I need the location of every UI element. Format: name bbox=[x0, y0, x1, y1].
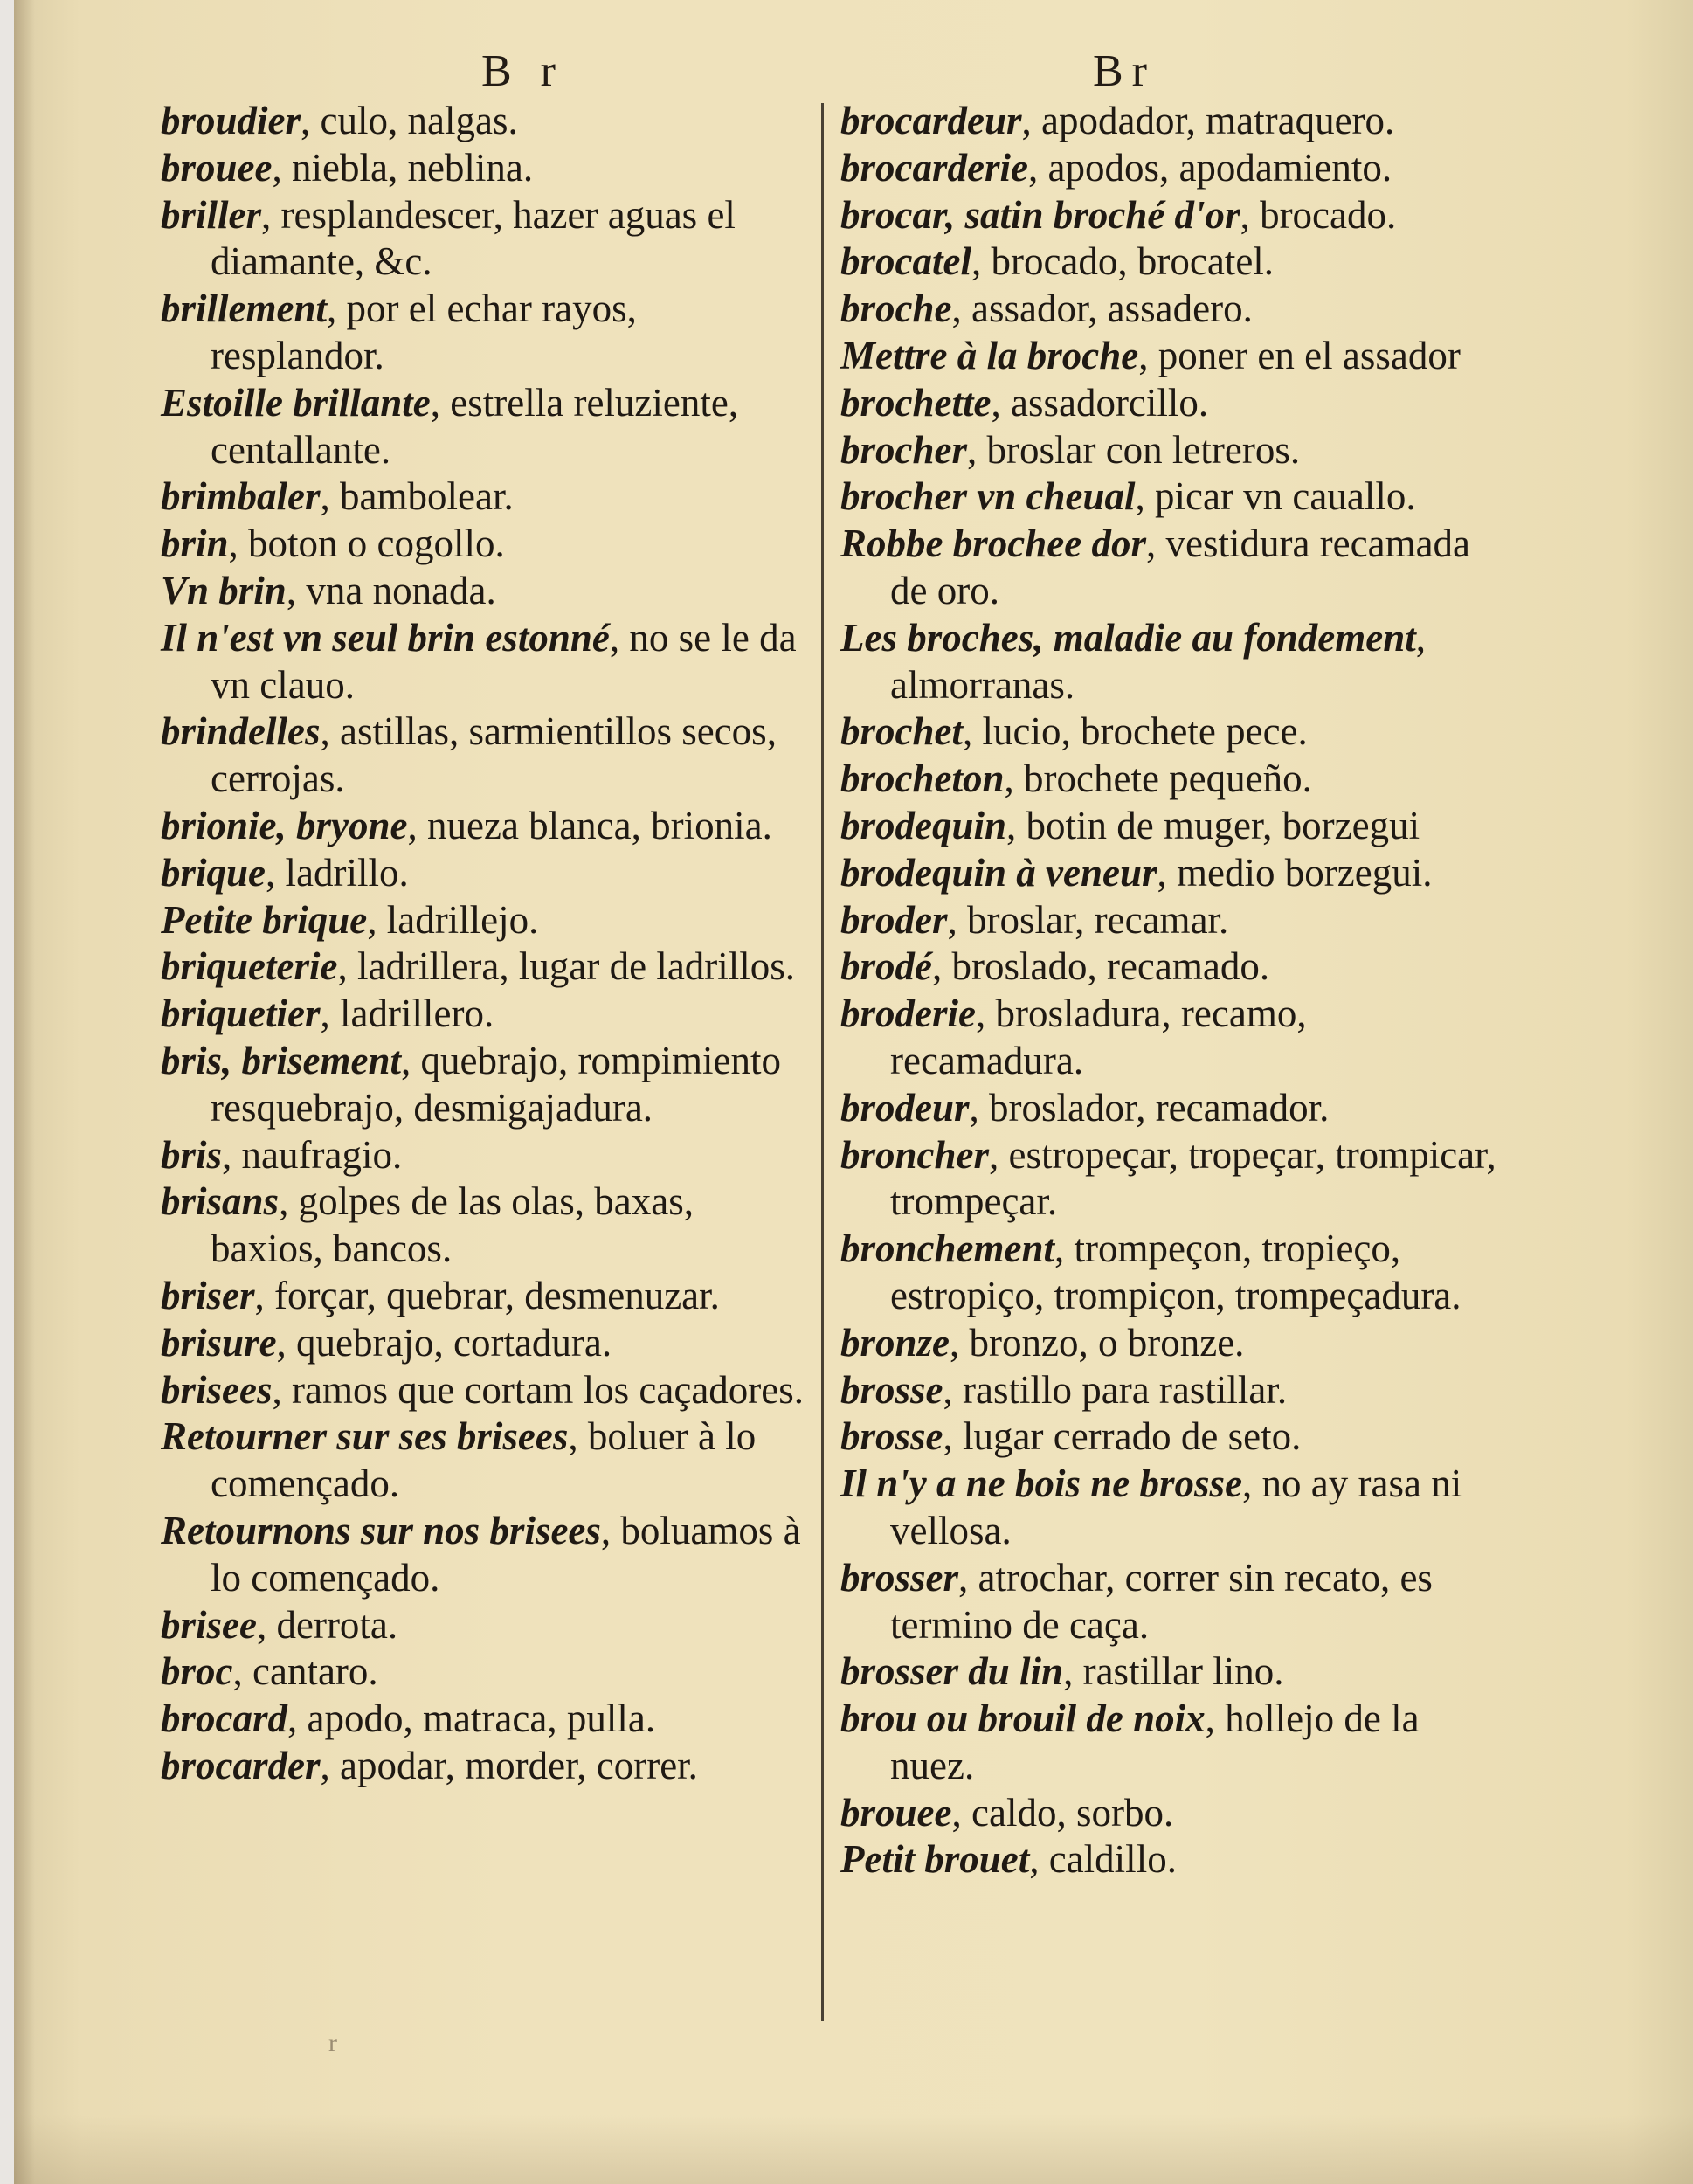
dictionary-entry bbox=[161, 897, 812, 944]
entry-definition: , naufragio. bbox=[222, 1132, 403, 1177]
dictionary-page bbox=[14, 0, 1693, 2184]
entry-definition: , boluer à lo començado. bbox=[211, 1414, 757, 1506]
entry-definition: , broslador, recamador. bbox=[969, 1085, 1330, 1130]
entry-term: brodeur bbox=[840, 1085, 970, 1130]
entry-term: broncher bbox=[840, 1132, 990, 1177]
entry-term: brique bbox=[161, 850, 266, 895]
entry-definition: , poner en el assador bbox=[1138, 333, 1461, 377]
entry-term: brou ou brouil de noix bbox=[840, 1697, 1206, 1741]
entry-definition: , lugar cerrado de seto. bbox=[943, 1414, 1302, 1459]
dictionary-entry bbox=[161, 1038, 812, 1132]
entry-definition: , apodar, morder, correr. bbox=[320, 1743, 698, 1787]
entry-term: brocheton bbox=[840, 757, 1005, 801]
entry-term: Estoille brillante bbox=[161, 380, 431, 425]
entry-definition: , caldo, sorbo. bbox=[951, 1790, 1174, 1835]
entry-definition: , apodador, matraquero. bbox=[1021, 99, 1395, 142]
entry-term: broc bbox=[161, 1649, 233, 1694]
entry-term: brodequin à veneur bbox=[840, 850, 1157, 895]
entry-definition: , broslar con letreros. bbox=[967, 427, 1301, 472]
entry-definition: , apodos, apodamiento. bbox=[1027, 145, 1392, 190]
entry-term: brocarderie bbox=[840, 145, 1028, 190]
entry-definition: , derrota. bbox=[256, 1602, 398, 1647]
dictionary-entry bbox=[840, 1085, 1509, 1132]
entry-term: brocar, satin broché d'or bbox=[840, 192, 1240, 237]
right-column bbox=[840, 98, 1509, 1883]
dictionary-entry bbox=[840, 145, 1509, 192]
entry-definition: , quebrajo, cortadura. bbox=[276, 1320, 612, 1365]
dictionary-entry bbox=[840, 1320, 1509, 1367]
entry-definition: , estropeçar, tropeçar, trompicar, trompeçar. bbox=[890, 1132, 1496, 1224]
entry-term: brocarder bbox=[161, 1743, 321, 1787]
entry-definition: , niebla, neblina. bbox=[272, 145, 534, 190]
entry-definition: , medio borzegui. bbox=[1157, 850, 1433, 895]
entry-definition: , caldillo. bbox=[1029, 1837, 1177, 1882]
entry-definition: , brocado, brocatel. bbox=[971, 239, 1275, 284]
entry-definition: , golpes de las olas, baxas, baxios, bancos. bbox=[211, 1179, 694, 1271]
dictionary-entry bbox=[161, 473, 812, 521]
entry-term: broderie bbox=[840, 992, 976, 1036]
dictionary-entry bbox=[161, 286, 812, 380]
dictionary-entry bbox=[161, 803, 812, 850]
entry-definition: , astillas, sarmientillos secos, cerrojas. bbox=[211, 709, 777, 801]
entry-term: brosser bbox=[840, 1555, 959, 1600]
entry-term: brisee bbox=[161, 1602, 257, 1647]
entry-term: Robbe brochee dor bbox=[840, 522, 1146, 566]
dictionary-entry bbox=[840, 1836, 1509, 1883]
dictionary-entry bbox=[840, 756, 1509, 803]
entry-definition: , apodo, matraca, pulla. bbox=[287, 1697, 656, 1741]
entry-definition: , ladrillera, lugar de ladrillos. bbox=[337, 944, 796, 989]
dictionary-entry bbox=[161, 615, 812, 709]
dictionary-entry bbox=[161, 850, 812, 897]
dictionary-entry bbox=[161, 1367, 812, 1414]
dictionary-entry bbox=[161, 1648, 812, 1696]
dictionary-entry bbox=[840, 1413, 1509, 1461]
dictionary-entry bbox=[161, 1320, 812, 1367]
dictionary-entry bbox=[161, 1508, 812, 1602]
entry-term: brochette bbox=[840, 380, 992, 425]
entry-term: bronchement bbox=[840, 1227, 1055, 1271]
dictionary-entry bbox=[840, 615, 1509, 709]
dictionary-entry bbox=[840, 1226, 1509, 1320]
entry-definition: , bronzo, o bronze. bbox=[950, 1320, 1245, 1365]
entry-definition: , brosladura, recamo, recamadura. bbox=[890, 992, 1307, 1082]
dictionary-entry bbox=[840, 1461, 1509, 1555]
entry-definition: , lucio, brochete pece. bbox=[963, 709, 1308, 754]
dictionary-entry bbox=[840, 991, 1509, 1085]
entry-term: Les broches, maladie au fondement bbox=[840, 615, 1416, 660]
dictionary-entry bbox=[840, 192, 1509, 239]
entry-definition: , vna nonada. bbox=[286, 568, 496, 612]
dictionary-entry bbox=[840, 943, 1509, 991]
entry-term: Petite brique bbox=[161, 897, 368, 942]
entry-term: brocatel bbox=[840, 239, 971, 284]
dictionary-entry bbox=[840, 238, 1509, 286]
running-head-right: Br bbox=[1093, 46, 1156, 96]
entry-term: brodequin bbox=[840, 803, 1007, 847]
dictionary-entry bbox=[161, 380, 812, 474]
entry-definition: , picar vn cauallo. bbox=[1135, 474, 1416, 519]
entry-definition: , assadorcillo. bbox=[991, 380, 1209, 425]
dictionary-entry bbox=[161, 991, 812, 1038]
dictionary-entry bbox=[840, 897, 1509, 944]
entry-term: bris bbox=[161, 1132, 223, 1177]
entry-term: brocard bbox=[161, 1697, 287, 1741]
dictionary-entry bbox=[161, 1743, 812, 1790]
entry-definition: , ladrillero. bbox=[320, 992, 494, 1036]
entry-definition: , broslar, recamar. bbox=[947, 897, 1229, 942]
entry-term: Retourner sur ses brisees bbox=[161, 1414, 569, 1459]
entry-term: Vn brin bbox=[161, 568, 287, 612]
entry-definition: , ladrillejo. bbox=[367, 897, 539, 942]
entry-term: briller bbox=[161, 192, 262, 237]
entry-definition: , almorranas. bbox=[890, 615, 1426, 707]
entry-definition: , bambolear. bbox=[320, 474, 514, 519]
left-column bbox=[161, 98, 812, 1790]
entry-definition: , nueza blanca, brionia. bbox=[407, 803, 772, 847]
entry-term: brocher vn cheual bbox=[840, 474, 1136, 519]
entry-term: bris, brisement bbox=[161, 1038, 402, 1082]
dictionary-entry bbox=[161, 1602, 812, 1649]
dictionary-entry bbox=[840, 803, 1509, 850]
entry-definition: , assador, assadero. bbox=[951, 287, 1253, 331]
entry-definition: , ramos que cortam los caçadores. bbox=[272, 1367, 805, 1412]
entry-term: brindelles bbox=[161, 709, 321, 754]
entry-definition: , boluamos à lo començado. bbox=[211, 1508, 801, 1600]
entry-term: brionie, bryone bbox=[161, 803, 408, 847]
entry-term: Mettre à la broche bbox=[840, 333, 1139, 377]
entry-term: brouee bbox=[161, 145, 273, 190]
dictionary-entry bbox=[161, 1696, 812, 1743]
entry-definition: , no se le da vn clauo. bbox=[211, 615, 797, 707]
entry-term: Il n'y a ne bois ne brosse bbox=[840, 1462, 1243, 1506]
dictionary-entry bbox=[161, 145, 812, 192]
entry-term: bronze bbox=[840, 1320, 950, 1365]
entry-term: briquetier bbox=[161, 992, 321, 1036]
dictionary-entry bbox=[161, 1273, 812, 1320]
entry-definition: , botin de muger, borzegui bbox=[1006, 803, 1420, 847]
dictionary-entry bbox=[840, 1367, 1509, 1414]
entry-term: Il n'est vn seul brin estonné bbox=[161, 615, 610, 660]
dictionary-entry bbox=[840, 1696, 1509, 1790]
dictionary-entry bbox=[161, 1178, 812, 1273]
entry-term: briser bbox=[161, 1273, 255, 1317]
entry-definition: , rastillar lino. bbox=[1063, 1649, 1284, 1694]
dictionary-entry bbox=[161, 521, 812, 568]
dictionary-entry bbox=[161, 943, 812, 991]
entry-term: broudier bbox=[161, 99, 301, 142]
column-divider bbox=[821, 103, 824, 2021]
entry-term: brochet bbox=[840, 709, 963, 754]
dictionary-entry bbox=[161, 568, 812, 615]
entry-definition: , broslado, recamado. bbox=[932, 944, 1270, 989]
dictionary-entry bbox=[840, 521, 1509, 615]
entry-term: brisans bbox=[161, 1179, 280, 1224]
dictionary-entry bbox=[840, 427, 1509, 474]
entry-definition: , atrochar, correr sin recato, es termino de caça. bbox=[890, 1555, 1433, 1647]
entry-definition: , forçar, quebrar, desmenuzar. bbox=[254, 1273, 720, 1317]
entry-definition: , brocado. bbox=[1240, 192, 1397, 237]
dictionary-entry bbox=[840, 473, 1509, 521]
entry-term: briqueterie bbox=[161, 944, 338, 989]
dictionary-entry bbox=[840, 380, 1509, 427]
dictionary-entry bbox=[161, 1132, 812, 1179]
running-head-left: B r bbox=[481, 46, 564, 96]
entry-term: brocardeur bbox=[840, 99, 1022, 142]
dictionary-entry bbox=[161, 192, 812, 287]
entry-term: broder bbox=[840, 897, 948, 942]
entry-term: brouee bbox=[840, 1790, 952, 1835]
entry-term: brocher bbox=[840, 427, 967, 472]
entry-definition: , hollejo de la nuez. bbox=[890, 1697, 1420, 1787]
entry-definition: , culo, nalgas. bbox=[301, 99, 518, 142]
entry-term: brillement bbox=[161, 287, 327, 331]
entry-definition: , quebrajo, rompimiento resquebrajo, desmigajadura. bbox=[211, 1038, 781, 1130]
entry-definition: , estrella reluziente, centallante. bbox=[211, 380, 739, 472]
entry-term: Retournons sur nos brisees bbox=[161, 1508, 601, 1552]
entry-term: brisees bbox=[161, 1367, 273, 1412]
dictionary-entry bbox=[840, 333, 1509, 380]
dictionary-entry bbox=[840, 98, 1509, 145]
entry-definition: , ladrillo. bbox=[266, 850, 409, 895]
entry-definition: , resplandescer, hazer aguas el diamante, &c. bbox=[211, 192, 736, 284]
entry-term: brosse bbox=[840, 1367, 943, 1412]
entry-definition: , vestidura recamada de oro. bbox=[890, 522, 1471, 612]
entry-definition: , boton o cogollo. bbox=[228, 522, 505, 566]
entry-definition: , rastillo para rastillar. bbox=[943, 1367, 1288, 1412]
dictionary-entry bbox=[161, 1413, 812, 1508]
dictionary-entry bbox=[840, 286, 1509, 333]
dictionary-entry bbox=[161, 98, 812, 145]
entry-term: broche bbox=[840, 287, 952, 331]
entry-definition: , por el echar rayos, resplandor. bbox=[211, 287, 637, 377]
dictionary-entry bbox=[840, 1132, 1509, 1227]
entry-definition: , no ay rasa ni vellosa. bbox=[890, 1462, 1462, 1552]
entry-definition: , brochete pequeño. bbox=[1004, 757, 1312, 801]
entry-term: Petit brouet bbox=[840, 1837, 1030, 1882]
dictionary-entry bbox=[840, 708, 1509, 756]
entry-definition: , trompeçon, tropieço, estropiço, trompiçon, trompeçadura. bbox=[890, 1227, 1462, 1317]
dictionary-entry bbox=[840, 1555, 1509, 1649]
dictionary-entry bbox=[161, 708, 812, 803]
dictionary-entry bbox=[840, 1790, 1509, 1837]
entry-term: brimbaler bbox=[161, 474, 321, 519]
dictionary-entry bbox=[840, 1648, 1509, 1696]
entry-definition: , cantaro. bbox=[232, 1649, 378, 1694]
entry-term: brosser du lin bbox=[840, 1649, 1064, 1694]
dictionary-entry bbox=[840, 850, 1509, 897]
entry-term: brisure bbox=[161, 1320, 277, 1365]
entry-term: brin bbox=[161, 522, 229, 566]
footer-mark: r bbox=[328, 2028, 337, 2057]
entry-term: brosse bbox=[840, 1414, 943, 1459]
entry-term: brodé bbox=[840, 944, 932, 989]
